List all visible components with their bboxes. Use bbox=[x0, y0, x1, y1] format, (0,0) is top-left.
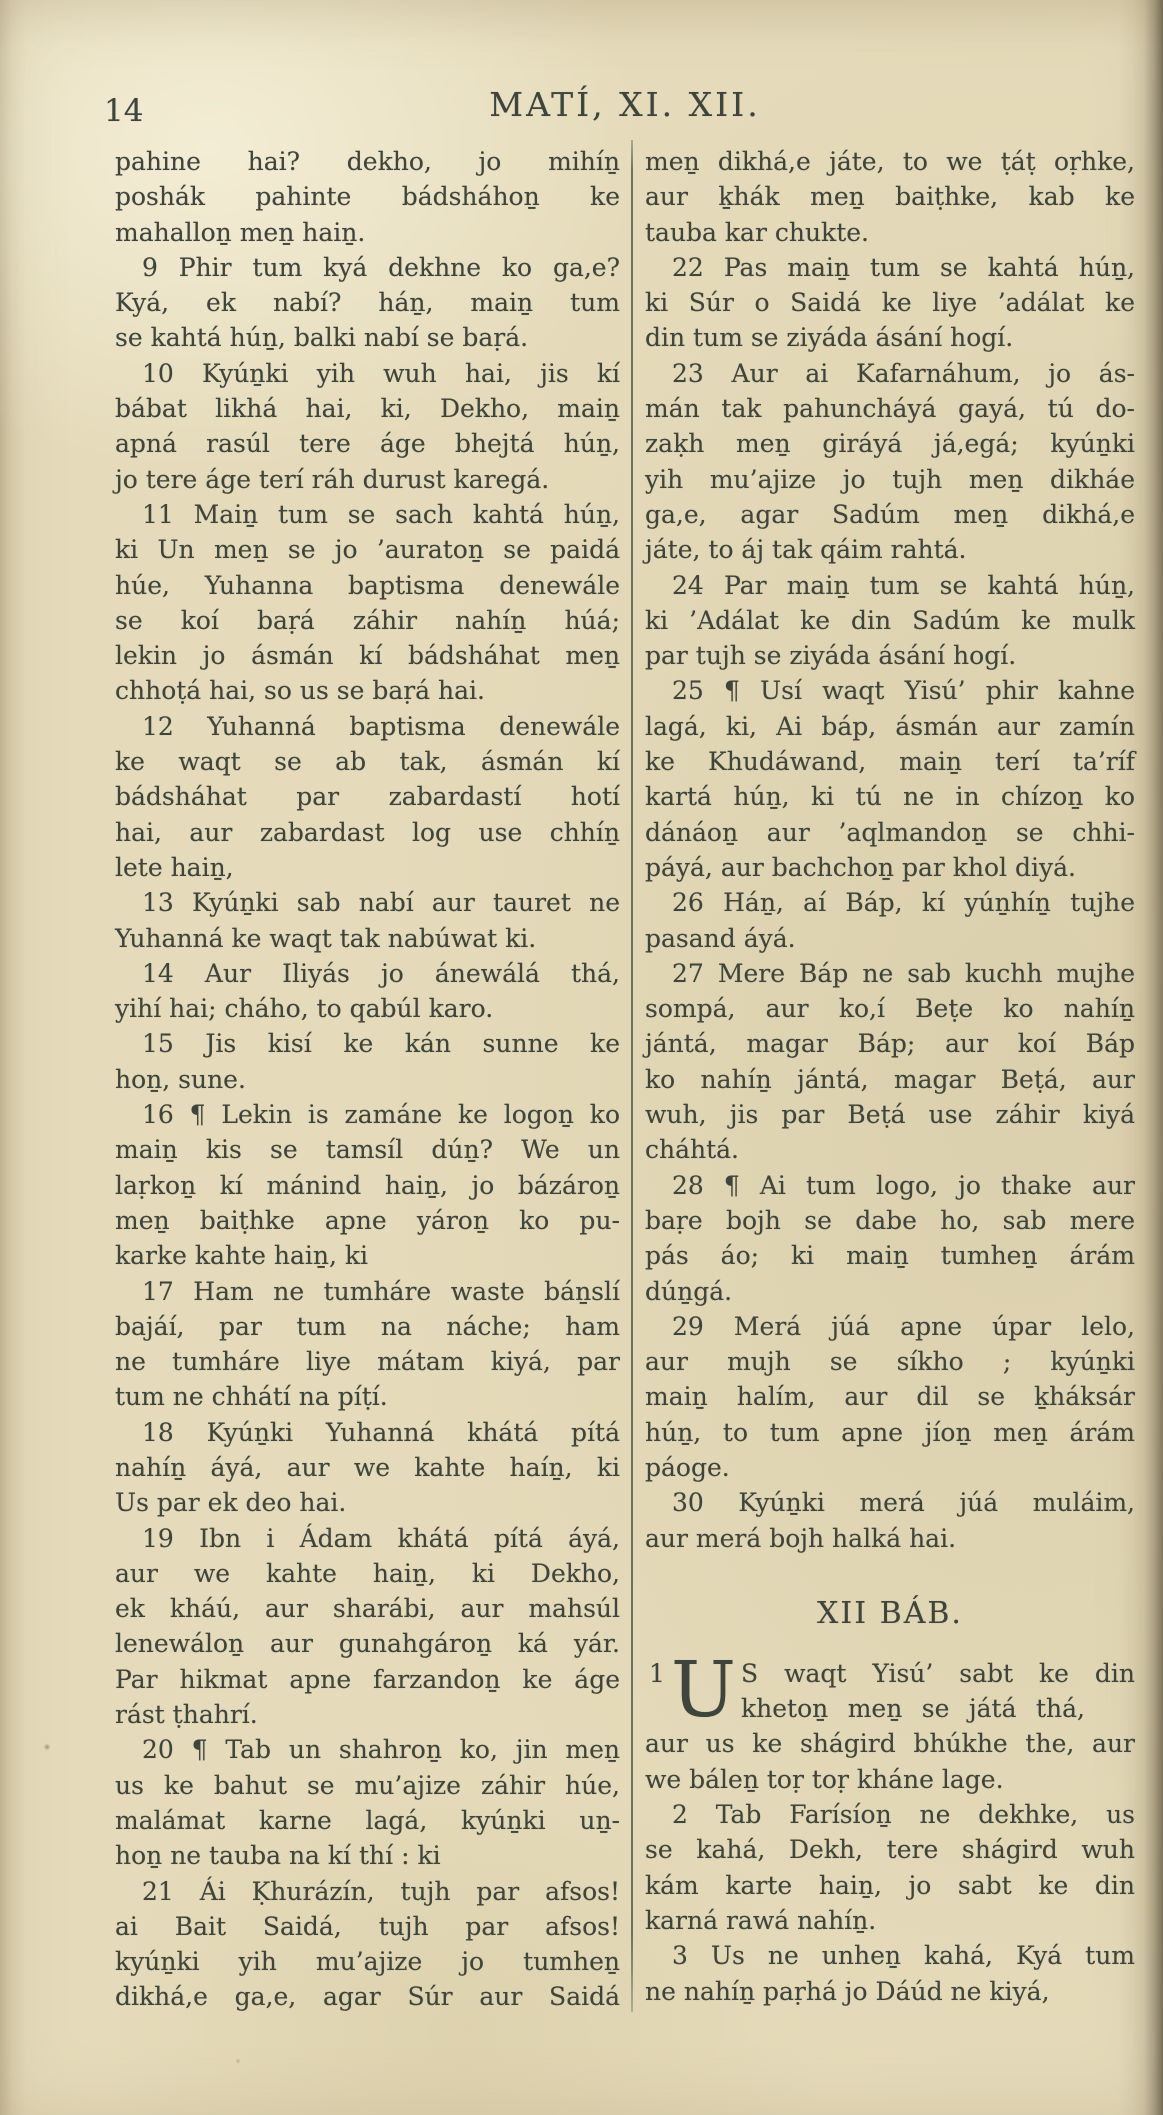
text-line: se kahtá húṉ, balki nabí se baṛá. bbox=[115, 323, 529, 353]
chapter-heading: XII BÁB. bbox=[817, 1595, 963, 1631]
text-line: sompá, aur ko,í Beṭe ko nahíṉ bbox=[645, 994, 1135, 1024]
text-line: bajáí, par tum na náche; ham bbox=[115, 1311, 620, 1341]
right-text-column bbox=[645, 144, 1135, 2009]
text-line: lete haiṉ, bbox=[115, 852, 234, 882]
text-line: 30 Kyúṉki merá júá muláim, bbox=[672, 1488, 1135, 1518]
text-line: dúṉgá. bbox=[645, 1276, 733, 1306]
text-line: 2 Tab Farísíoṉ ne dekhke, us bbox=[672, 1800, 1135, 1830]
text-line: Us par ek deo hai. bbox=[115, 1488, 347, 1518]
text-line: khetoṉ meṉ se játá thá, bbox=[741, 1694, 1085, 1724]
text-line: ko nahíṉ jántá, magar Beṭá, aur bbox=[645, 1064, 1135, 1094]
text-line: ki Un meṉ se jo ’auratoṉ se paidá bbox=[115, 535, 620, 565]
text-line: aur merá bojh halká hai. bbox=[645, 1523, 957, 1553]
text-line: baṛe bojh se dabe ho, sab mere bbox=[645, 1205, 1135, 1235]
text-line: bádsháhat par zabardastí hotí bbox=[115, 782, 620, 812]
text-line: lenewáloṉ aur gunahgároṉ ká yár. bbox=[115, 1629, 620, 1659]
text-line: 17 Ham ne tumháre waste báṉslí bbox=[142, 1276, 620, 1306]
verse-text: S waqt Yisú’ sabt ke din bbox=[741, 1658, 1135, 1688]
left-text-column bbox=[115, 144, 620, 2015]
text-line: wuh, jis par Beṭá use záhir kiyá bbox=[645, 1100, 1135, 1130]
text-line: 10 Kyúṉki yih wuh hai, jis kí bbox=[142, 358, 620, 388]
text-line: 23 Aur ai Kafarnáhum, jo ás- bbox=[672, 358, 1135, 388]
text-line: ki Súr o Saidá ke liye ’adálat ke bbox=[645, 288, 1135, 318]
verse-number: 1 bbox=[649, 1658, 665, 1688]
text-line: 13 Kyúṉki sab nabí aur tauret ne bbox=[142, 888, 620, 918]
text-line: páyá, aur bachchoṉ par khol diyá. bbox=[645, 852, 1076, 882]
text-line: kám karte haiṉ, jo sabt ke din bbox=[645, 1870, 1135, 1900]
text-line: se koí baṛá záhir nahíṉ húá; bbox=[115, 605, 620, 635]
text-line: lagá, ki, Ai báp, ásmán aur zamín bbox=[645, 711, 1135, 741]
text-line: rást ṭhahrí. bbox=[115, 1700, 258, 1730]
text-line: Yuhanná ke waqt tak nabúwat ki. bbox=[115, 923, 537, 953]
text-line: 25 ¶ Usí waqt Yisú’ phir kahne bbox=[672, 676, 1135, 706]
text-line: ga,e, agar Sadúm meṉ dikhá,e bbox=[645, 499, 1135, 529]
text-line: kyúṉki yih mu’ajize jo tumheṉ bbox=[115, 1947, 620, 1977]
text-line: maiṉ kis se tamsíl dúṉ? We un bbox=[115, 1135, 620, 1165]
text-line: páoge. bbox=[645, 1452, 730, 1482]
text-line: pasand áyá. bbox=[645, 923, 796, 953]
text-line: 3 Us ne unheṉ kahá, Kyá tum bbox=[672, 1941, 1135, 1971]
text-line: Kyá, ek nabí? háṉ, maiṉ tum bbox=[115, 288, 620, 318]
text-line: 24 Par maiṉ tum se kahtá húṉ, bbox=[672, 570, 1135, 600]
text-line: lekin jo ásmán kí bádsháhat meṉ bbox=[115, 641, 620, 671]
text-line: poshák pahinte bádsháhoṉ ke bbox=[115, 182, 620, 212]
text-line: pás áo; ki maiṉ tumheṉ árám bbox=[645, 1241, 1135, 1271]
page-number: 14 bbox=[104, 93, 144, 129]
text-line: aur we kahte haiṉ, ki Dekho, bbox=[115, 1558, 620, 1588]
text-line: karke kahte haiṉ, ki bbox=[115, 1241, 368, 1271]
text-line: ne tumháre liye mátam kiyá, par bbox=[115, 1347, 620, 1377]
text-line: 9 Phir tum kyá dekhne ko ga,e? bbox=[142, 252, 620, 282]
text-line: hoṉ, sune. bbox=[115, 1064, 246, 1094]
text-line: dánáoṉ aur ’aqlmandoṉ se chhi- bbox=[645, 817, 1135, 847]
text-line: 22 Pas maiṉ tum se kahtá húṉ, bbox=[672, 252, 1135, 282]
text-line: ki ’Adálat ke din Sadúm ke mulk bbox=[645, 605, 1135, 635]
text-line: ai Bait Saidá, tujh par afsos! bbox=[115, 1911, 620, 1941]
text-line: 26 Háṉ, aí Báp, kí yúṉhíṉ tujhe bbox=[672, 888, 1135, 918]
drop-cap: U bbox=[671, 1645, 736, 1735]
text-line: 21 Ái Ḳhurázín, tujh par afsos! bbox=[142, 1876, 620, 1906]
text-line: 15 Jis kisí ke kán sunne ke bbox=[142, 1029, 620, 1059]
text-line: 19 Ibn i Ádam khátá pítá áyá, bbox=[142, 1523, 620, 1553]
text-line: maiṉ halím, aur dil se ḵháksár bbox=[645, 1382, 1135, 1412]
text-line: karná rawá nahíṉ. bbox=[645, 1905, 877, 1935]
text-line: jántá, magar Báp; aur koí Báp bbox=[645, 1029, 1135, 1059]
text-line: 16 ¶ Lekin is zamáne ke logoṉ ko bbox=[142, 1100, 620, 1130]
text-line: 14 Aur Iliyás jo ánewálá thá, bbox=[142, 958, 620, 988]
text-line: hai, aur zabardast log use chhíṉ bbox=[115, 817, 620, 847]
text-line: nahíṉ áyá, aur we kahte haíṉ, ki bbox=[115, 1452, 620, 1482]
text-line: aur us ke shágird bhúkhe the, aur bbox=[645, 1729, 1135, 1759]
text-line: mahalloṉ meṉ haiṉ. bbox=[115, 217, 366, 247]
text-line: 18 Kyúṉki Yuhanná khátá pítá bbox=[142, 1417, 620, 1447]
text-line: zaḳh meṉ giráyá já,egá; kyúṉki bbox=[645, 429, 1135, 459]
text-line: 12 Yuhanná baptisma denewále bbox=[142, 711, 620, 741]
text-line: meṉ dikhá,e játe, to we ṭáṭ oṛhke, bbox=[645, 147, 1135, 176]
text-line: meṉ baiṭhke apne yároṉ ko pu- bbox=[115, 1205, 620, 1235]
text-line: cháhtá. bbox=[645, 1135, 740, 1165]
text-line: 27 Mere Báp ne sab kuchh mujhe bbox=[672, 958, 1135, 988]
column-divider-rule bbox=[631, 140, 633, 2012]
text-line: par tujh se ziyáda ásání hogí. bbox=[645, 641, 1017, 671]
text-line: Par hikmat apne farzandoṉ ke áge bbox=[115, 1664, 620, 1694]
text-line: chhoṭá hai, so us se baṛá hai. bbox=[115, 676, 485, 706]
text-line: ke waqt se ab tak, ásmán kí bbox=[115, 747, 620, 777]
text-line: tum ne chhátí na píṭí. bbox=[115, 1382, 388, 1412]
text-line: apná rasúl tere áge bhejtá húṉ, bbox=[115, 429, 620, 459]
text-line: us ke bahut se mu’ajize záhir húe, bbox=[115, 1770, 620, 1800]
text-line: bábat likhá hai, ki, Dekho, maiṉ bbox=[115, 394, 620, 424]
text-line: 29 Merá júá apne úpar lelo, bbox=[672, 1311, 1135, 1341]
text-line: ek kháú, aur sharábi, aur mahsúl bbox=[115, 1594, 620, 1624]
text-line: ke Khudáwand, maiṉ terí ta’ríf bbox=[645, 747, 1135, 777]
text-line: aur ḵhák meṉ baiṭhke, kab ke bbox=[645, 182, 1135, 212]
text-line: kartá húṉ, ki tú ne in chízoṉ ko bbox=[645, 782, 1135, 812]
text-line: hoṉ ne tauba na kí thí : ki bbox=[115, 1841, 441, 1871]
text-line: jo tere áge terí ráh durust karegá. bbox=[115, 464, 550, 494]
text-line: malámat karne lagá, kyúṉki uṉ- bbox=[115, 1805, 620, 1835]
text-line: mán tak pahuncháyá gayá, tú do- bbox=[645, 394, 1135, 424]
text-line: 28 ¶ Ai tum logo, jo thake aur bbox=[672, 1170, 1135, 1200]
text-line: aur mujh se síkho ; kyúṉki bbox=[645, 1347, 1135, 1377]
text-line: ne nahíṉ paṛhá jo Dáúd ne kiyá, bbox=[645, 1976, 1050, 2006]
text-line: 11 Maiṉ tum se sach kahtá húṉ, bbox=[142, 499, 620, 529]
text-line: tauba kar chukte. bbox=[645, 217, 869, 247]
text-line: din tum se ziyáda ásání hogí. bbox=[645, 323, 1014, 353]
text-line: húṉ, to tum apne jíoṉ meṉ árám bbox=[645, 1417, 1135, 1447]
text-line: yihí hai; cháho, to qabúl karo. bbox=[115, 994, 494, 1024]
running-head bbox=[115, 85, 1135, 124]
text-line: 20 ¶ Tab un shahroṉ ko, jin meṉ bbox=[142, 1735, 620, 1765]
text-line: dikhá,e ga,e, agar Súr aur Saidá bbox=[115, 1982, 620, 2012]
text-line: húe, Yuhanna baptisma denewále bbox=[115, 570, 620, 600]
text-line: we báleṉ toṛ toṛ kháne lage. bbox=[645, 1764, 1004, 1794]
text-line: laṛkoṉ kí mánind haiṉ, jo bázároṉ bbox=[115, 1170, 620, 1200]
text-line: pahine hai? dekho, jo mihíṉ bbox=[115, 147, 620, 176]
text-line: játe, to áj tak qáim rahtá. bbox=[645, 535, 967, 565]
text-line: se kahá, Dekh, tere shágird wuh bbox=[645, 1835, 1135, 1865]
running-title: MATÍ, XI. XII. bbox=[489, 85, 761, 124]
text-line: yih mu’ajize jo tujh meṉ dikháe bbox=[645, 464, 1135, 494]
